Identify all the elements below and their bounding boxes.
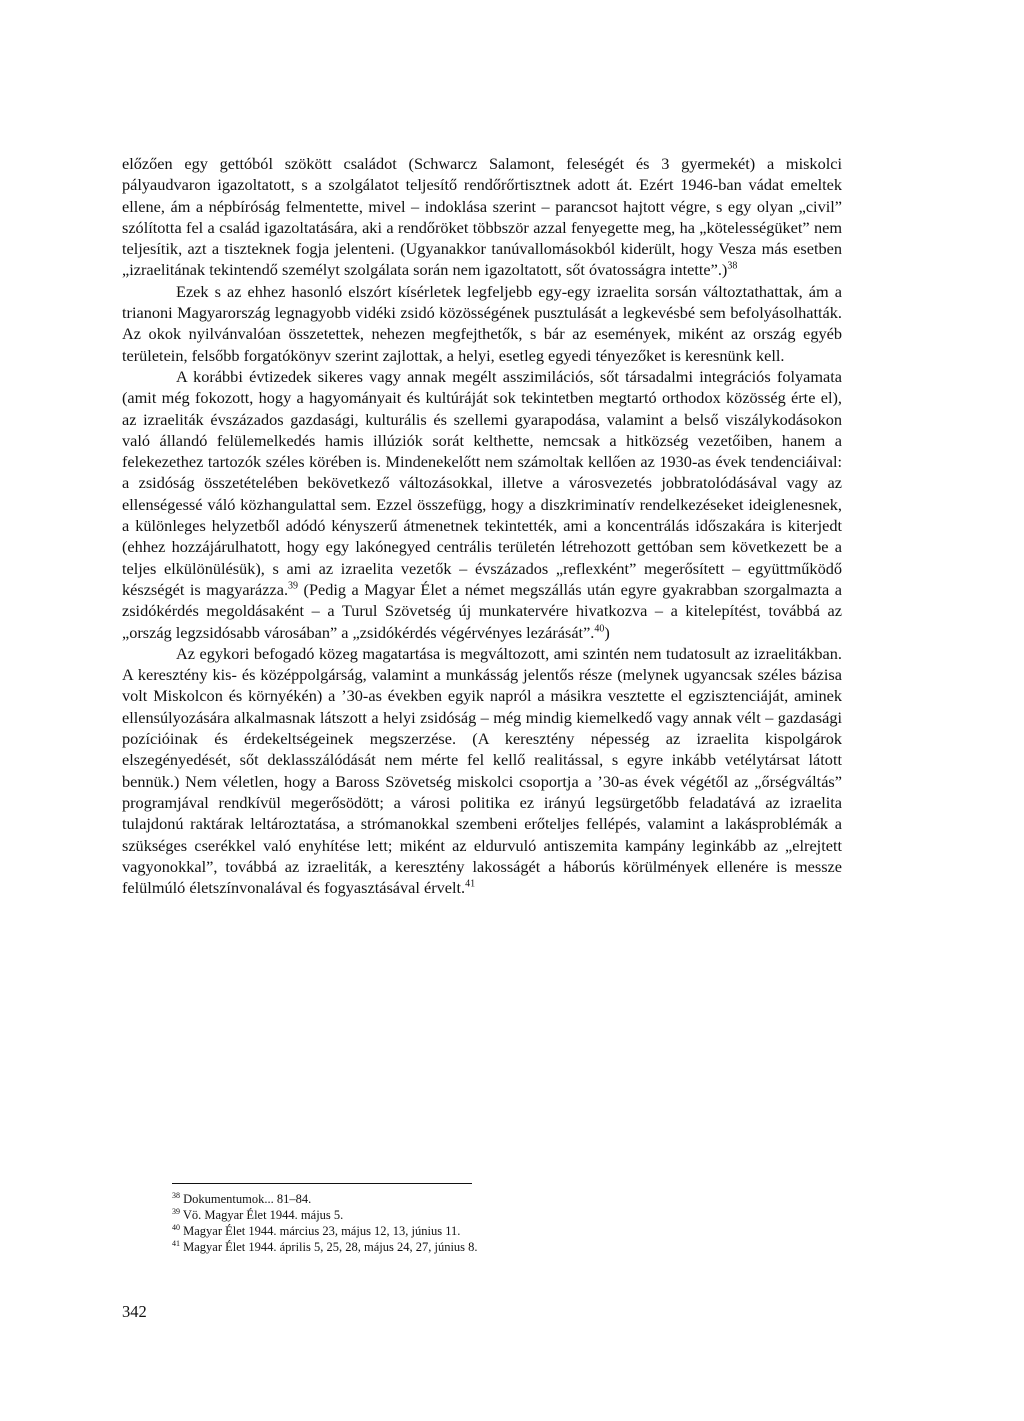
paragraph-1-text: előzően egy gettóból szökött családot (Schwarcz Salamont, feleségét és 3 gyermekét) a miskolci pályaudvaron igazoltatott, s a szolgálatot teljesítő rendőrőrtisztnek adott át. Ezért 1946-ban vádat emeltek ellene, ám a népbíróság felmentette, mivel – indoklása szerint – parancsot hajtott végre, s egy olyan „civil” szólította fel a család igazoltatására, aki a rendőröket többször azzal fenyegette meg, ha „kötelességüket” nem teljesítik, azt a tiszteknek fogja jelenteni. (Ugyanakkor tanúvallomásokból kiderült, hogy Vesza más esetben „izraelitának tekintendő személyt szolgálata során nem igazoltatott, sőt óvatosságra intette”.) [122, 154, 842, 280]
paragraph-2-text: Ezek s az ehhez hasonló elszórt kísérletek legfeljebb egy-egy izraelita sorsán változtathattak, ám a trianoni Magyarország legnagyobb vidéki zsidó közösségének pusztulását a legkevésbé sem befolyásolhatták. Az okok nyilvánvalóan összetettek, nehezen megfejthetők, s bár az események, miként az ország egyéb területein, felsőbb forgatókönyv szerint zajlottak, a helyi, esetleg egyedi tényezőket is keresnünk kell. [122, 281, 842, 365]
footnote-ref-38[interactable]: 38 [727, 261, 738, 273]
page-body [122, 153, 842, 898]
footnote-40 [172, 1223, 592, 1239]
footnote-divider [172, 1183, 472, 1184]
footnote-38 [172, 1191, 592, 1207]
footnote-ref-39[interactable]: 39 [288, 580, 299, 592]
footnote-number: 38 [172, 1190, 180, 1200]
paragraph-1 [122, 153, 842, 281]
paragraph-3 [122, 366, 842, 643]
footnote-text: Dokumentumok... 81–84. [183, 1192, 312, 1206]
footnotes [172, 1183, 592, 1255]
paragraph-3-text: A korábbi évtizedek sikeres vagy annak megélt asszimilációs, sőt társadalmi integrációs folyamata (amit még fokozott, hogy a hagyományait és kultúráját sok tekintetben megtartó orthodox közösség érte el), az izraeliták évszázados gazdasági, kulturális és szellemi gyarapodása, valamint a belső viszálykodásokon való állandó felülemelkedés hamis illúziók sorát kelthette, nemcsak a hitközség vezetőiben, hanem a felekezethez tartozók széles körében is. Mindenekelőtt nem számoltak kellően az 1930-as évek tendenciáival: a zsidóság összetételében bekövetkező változásokkal, illetve a városvezetés jobbratolódásával vagy az ellenségessé váló közhangulattal sem. Ezzel összefügg, hogy a diszkriminatív rendelkezéseket ideiglenesnek, a különleges helyzetből adódó kényszerű átmenetnek tekintették, ami a koncentrálás időszakára is kiterjedt (ehhez hozzájárulhatott, hogy egy lakónegyed centrális területén létrehozott gettóban sem következett be a teljes elkülönülésük), s ami az izraelita vezetők – évszázados „reflexként” megerősített – együttműködő készségét is magyarázza. [122, 366, 842, 599]
footnote-text: Magyar Élet 1944. április 5, 25, 28, május 24, 27, június 8. [183, 1240, 478, 1254]
footnote-ref-40[interactable]: 40 [594, 623, 605, 635]
footnote-ref-41[interactable]: 41 [465, 878, 476, 890]
paragraph-4-text: Az egykori befogadó közeg magatartása is megváltozott, ami szintén nem tudatosult az izraelitákban. A keresztény kis- és középpolgárság, valamint a munkásság jelentős része (melynek ugyancsak széles bázisa volt Miskolcon és környékén) a ’30-as években egyik napról a másikra vesztette el egzisztenciáját, aminek ellensúlyozására alkalmasnak látszott a helyi zsidóság – még mindig kiemelkedő vagy annak vélt – gazdasági pozícióinak és érdekeltségeinek megszerzése. (A keresztény népesség az izraelita kispolgárok elszegényedését, sőt deklasszálódását nem mérte fel kellő realitással, s egyre inkább vetélytársat látott bennük.) Nem véletlen, hogy a Baross Szövetség miskolci csoportja a ’30-as évek végétől az „őrségváltás” programjával rendkívül megerősödött; a városi politika ez irányú legsürgetőbb feladatává az izraelita tulajdonú raktárak leltároztatása, a strómanokkal szembeni erőteljes fellépés, valamint a lakásproblémák a szükséges cserékkel való enyhítése lett; miként az eldurvuló antiszemita kampány leginkább az „elrejtett vagyonokkal”, továbbá az izraeliták, a keresztény lakosságét a háborús körülmények ellenére is messze felülmúló életszínvonalával és fogyasztásával érvelt. [122, 643, 842, 898]
footnote-number: 40 [172, 1222, 180, 1232]
paragraph-2 [122, 281, 842, 366]
footnote-39 [172, 1207, 592, 1223]
paragraph-4 [122, 643, 842, 899]
paragraph-3-continuation: (Pedig a Magyar Élet a német megszállás után egyre gyakrabban szorgalmazta a zsidókérdés megoldásaként – a Turul Szövetség új munkatervére hivatkozva – a kitelepítést, továbbá az „ország legzsidósabb városában” a „zsidókérdés végérvényes lezárását”. [122, 579, 843, 642]
footnote-number: 39 [172, 1206, 180, 1216]
footnote-number: 41 [172, 1238, 180, 1248]
paragraph-3-closing: ) [604, 622, 610, 642]
page-number: 342 [122, 1302, 147, 1321]
footnote-text: Vö. Magyar Élet 1944. május 5. [182, 1208, 344, 1222]
footnote-text: Magyar Élet 1944. március 23, május 12, 13, június 11. [183, 1224, 461, 1238]
footnote-41 [172, 1239, 592, 1255]
